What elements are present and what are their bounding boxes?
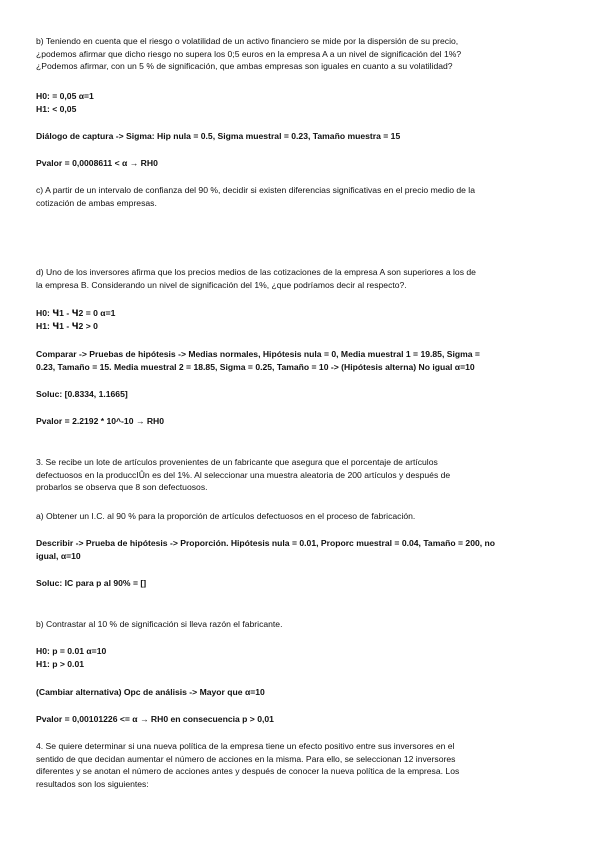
question-3: 3. Se recibe un lote de artículos provenientes de un fabricante que asegura que el porcentaje de artículos defectuosos en la produccIÛn es del 1%. Al seleccionar una muestra aleatoria de 200 artículos y después de probarlos se observa que 8 son defectuosos. <box>36 457 451 493</box>
solution-d: Soluc: [0.8334, 1.1665] <box>36 389 128 399</box>
change-alternative-3b: (Cambiar alternativa) Opc de análisis -> Mayor que α=10 <box>36 687 265 697</box>
pvalue-b: Pvalor = 0,0008611 < α → RH0 <box>36 158 158 168</box>
hypotheses-3b: H0: p = 0.01 α=10 H1: p > 0.01 <box>36 646 107 669</box>
hypotheses-d: H0: Ɥ1 - Ɥ2 = 0 α=1 H1: Ɥ1 - Ɥ2 > 0 <box>36 308 116 331</box>
question-b: b) Teniendo en cuenta que el riesgo o volatilidad de un activo financiero se mide por la dispersión de su precio, ¿podemos afirmar que dicho riesgo no supera los 0;5 euros en la empresa A a un nivel de significación del 1%? ¿Podemos afirmar, con un 5 % de significación, que ambas empresas son iguales en cuanto a su volatilidad? <box>36 36 462 72</box>
question-3a: a) Obtener un I.C. al 90 % para la proporción de artículos defectuosos en el proceso de fabricación. <box>36 511 416 521</box>
pvalue-3b: Pvalor = 0,00101226 <= α → RH0 en consecuencia p > 0,01 <box>36 714 274 724</box>
capture-dialog-b: Diálogo de captura -> Sigma: Hip nula = 0.5, Sigma muestral = 0.23, Tamaño muestra = 15 <box>36 131 401 141</box>
solution-3a: Soluc: IC para p al 90% = [] <box>36 578 147 588</box>
question-c: c) A partir de un intervalo de confianza del 90 %, decidir si existen diferencias significativas en el precio medio de la cotización de ambas empresas. <box>36 185 475 208</box>
describe-procedure-3a: Describir -> Prueba de hipótesis -> Proporción. Hipótesis nula = 0.01, Proporc muestral = 0.04, Tamaño = 200, no igual, α=10 <box>36 538 496 561</box>
question-4: 4. Se quiere determinar si una nueva política de la empresa tiene un efecto positivo entre sus inversores en el sentido de que decidan aumentar el número de acciones en la misma. Para ello, se seleccionan 12 inversores diferentes y se anotan el número de acciones antes y después de conocer la nueva política de la empresa. Los resultados son los siguientes: <box>36 741 460 789</box>
question-3b: b) Contrastar al 10 % de significación si lleva razón el fabricante. <box>36 619 283 629</box>
hypotheses-b: H0: = 0,05 α=1 H1: < 0,05 <box>36 91 94 114</box>
pvalue-d: Pvalor = 2.2192 * 10^-10 → RH0 <box>36 416 165 426</box>
compare-procedure-d: Comparar -> Pruebas de hipótesis -> Medias normales, Hipótesis nula = 0, Media muestral 1 = 19.85, Sigma = 0.23, Tamaño = 15. Media muestral 2 = 18.85, Sigma = 0.25, Tamaño = 10 -> (Hipótesis alterna) No igual α=10 <box>36 349 480 372</box>
question-d: d) Uno de los inversores afirma que los precios medios de las cotizaciones de la empresa A son superiores a los de la empresa B. Considerando un nivel de significación del 1%, ¿que podríamos decir al respecto?. <box>36 267 476 290</box>
